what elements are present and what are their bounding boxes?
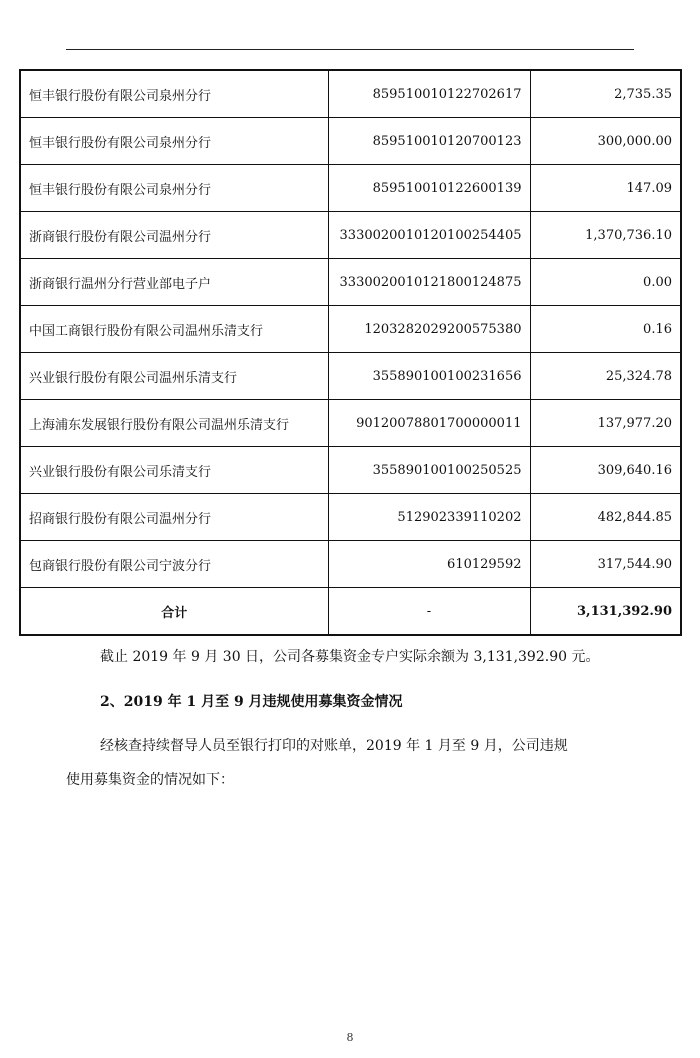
table-row (20, 212, 681, 259)
table-row (20, 541, 681, 588)
account-number-cell: 859510010122600139 (328, 165, 530, 212)
total-balance-cell: 3,131,392.90 (530, 588, 681, 636)
table-row (20, 400, 681, 447)
account-number-cell: 610129592 (328, 541, 530, 588)
account-number-cell: 859510010120700123 (328, 118, 530, 165)
balance-cell: 2,735.35 (530, 70, 681, 118)
account-number-cell: 3330020010121800124875 (328, 259, 530, 306)
balance-cell: 0.00 (530, 259, 681, 306)
table-row (20, 494, 681, 541)
fund-accounts-table (19, 69, 682, 636)
bank-name-cell: 浙商银行温州分行营业部电子户 (20, 259, 328, 306)
table-row (20, 447, 681, 494)
balance-cell: 147.09 (530, 165, 681, 212)
balance-cell: 309,640.16 (530, 447, 681, 494)
account-number-cell: 1203282029200575380 (328, 306, 530, 353)
account-number-cell: 512902339110202 (328, 494, 530, 541)
body-paragraph-line-2: 使用募集资金的情况如下： (66, 772, 234, 788)
total-account-cell: - (328, 588, 530, 636)
balance-cell: 482,844.85 (530, 494, 681, 541)
account-number-cell: 859510010122702617 (328, 70, 530, 118)
table-row (20, 70, 681, 118)
total-label: 合计 (20, 588, 328, 636)
balance-cell: 317,544.90 (530, 541, 681, 588)
balance-cell: 300,000.00 (530, 118, 681, 165)
table-row (20, 165, 681, 212)
bank-name-cell: 包商银行股份有限公司宁波分行 (20, 541, 328, 588)
bank-name-cell: 兴业银行股份有限公司温州乐清支行 (20, 353, 328, 400)
section-heading: 2、2019 年 1 月至 9 月违规使用募集资金情况 (100, 694, 403, 710)
balance-statement: 截止 2019 年 9 月 30 日，公司各募集资金专户实际余额为 3,131,392.90 元。 (100, 649, 600, 665)
total-row (20, 588, 681, 636)
body-paragraph-line-1: 经核查持续督导人员至银行打印的对账单，2019 年 1 月至 9 月，公司违规 (100, 738, 568, 754)
account-number-cell: 3330020010120100254405 (328, 212, 530, 259)
balance-cell: 1,370,736.10 (530, 212, 681, 259)
balance-cell: 137,977.20 (530, 400, 681, 447)
balance-cell: 0.16 (530, 306, 681, 353)
bank-name-cell: 恒丰银行股份有限公司泉州分行 (20, 165, 328, 212)
table-row (20, 306, 681, 353)
bank-name-cell: 兴业银行股份有限公司乐清支行 (20, 447, 328, 494)
bank-name-cell: 上海浦东发展银行股份有限公司温州乐清支行 (20, 400, 328, 447)
bank-name-cell: 恒丰银行股份有限公司泉州分行 (20, 70, 328, 118)
table-row (20, 118, 681, 165)
page-number: 8 (346, 1031, 354, 1044)
bank-name-cell: 招商银行股份有限公司温州分行 (20, 494, 328, 541)
header-rule (66, 49, 634, 50)
account-number-cell: 355890100100231656 (328, 353, 530, 400)
balance-cell: 25,324.78 (530, 353, 681, 400)
table-row (20, 353, 681, 400)
table-row (20, 259, 681, 306)
bank-name-cell: 恒丰银行股份有限公司泉州分行 (20, 118, 328, 165)
account-number-cell: 90120078801700000011 (328, 400, 530, 447)
bank-name-cell: 中国工商银行股份有限公司温州乐清支行 (20, 306, 328, 353)
bank-name-cell: 浙商银行股份有限公司温州分行 (20, 212, 328, 259)
account-number-cell: 355890100100250525 (328, 447, 530, 494)
